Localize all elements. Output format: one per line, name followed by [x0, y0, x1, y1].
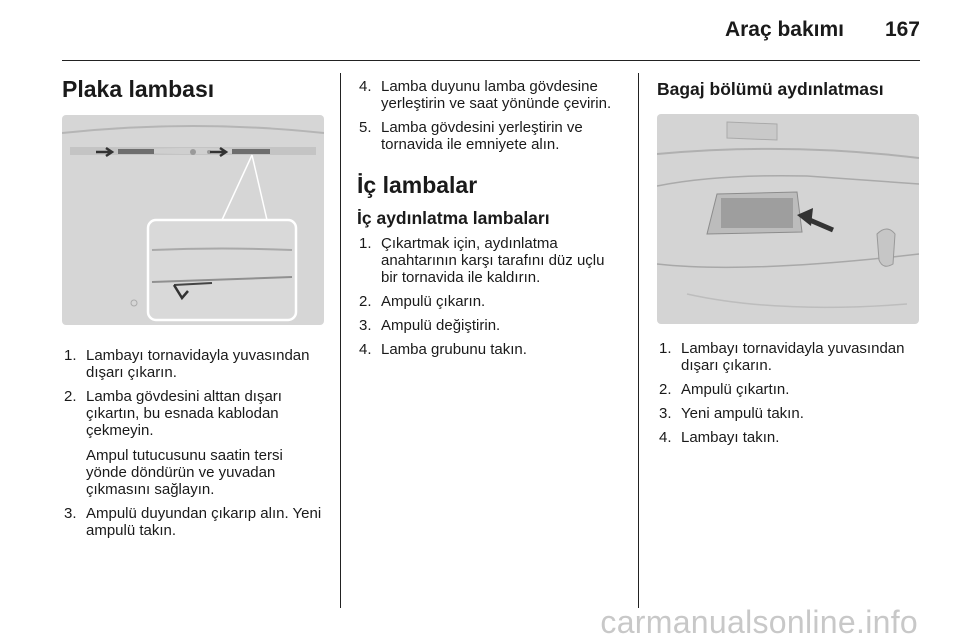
lamp-right — [232, 149, 270, 154]
list-item: 3. Ampulü duyundan çıkarıp alın. Yeni ampulü takın. — [64, 505, 322, 539]
middle-steps-list — [357, 78, 622, 153]
left-column — [62, 73, 324, 546]
page-number: 167 — [884, 18, 920, 41]
middle-column — [357, 78, 622, 365]
lamp-left — [118, 149, 154, 154]
list-item: 4. Lamba duyunu lamba gövdesine yerleştirin ve saat yönünde çevirin. — [359, 78, 612, 112]
left-steps-list — [62, 347, 324, 539]
list-item: 5. Lamba gövdesini yerleştirin ve tornavida ile emniyete alın. — [359, 119, 583, 153]
column-divider-1 — [340, 73, 341, 608]
header-divider — [62, 60, 920, 61]
list-item: 3. Yeni ampulü takın. — [659, 405, 804, 422]
list-item: 1. Lambayı tornavidayla yuvasından dışarı çıkarın. — [659, 340, 905, 374]
trunk-steps-list — [657, 340, 921, 446]
watermark: carmanualsonline.info — [600, 604, 918, 640]
subheading-interior-lighting: İç aydınlatma lambaları — [357, 208, 550, 228]
list-item: 4. Lambayı takın. — [659, 429, 780, 446]
column-divider-2 — [638, 73, 639, 608]
list-item: 1. Çıkartmak için, aydınlatma anahtarının karşı tarafını düz uçlu bir tornavida ile kaldırın. — [359, 235, 605, 286]
section-heading-license-plate-lamp: Plaka lambası — [62, 76, 215, 102]
detail-inset — [148, 220, 296, 320]
section-heading-interior-lamps: İç lambalar — [357, 172, 478, 198]
list-item: 1. Lambayı tornavidayla yuvasından dışarı çıkarın. — [64, 347, 310, 381]
section-heading-trunk-lighting: Bagaj bölümü aydınlatması — [657, 79, 884, 99]
list-item: 2. Ampulü çıkartın. — [659, 381, 790, 398]
right-column — [657, 78, 921, 453]
list-item: 3. Ampulü değiştirin. — [359, 317, 501, 334]
list-item: 2. Ampulü çıkarın. — [359, 293, 486, 310]
hook — [877, 229, 895, 266]
list-item: 2. Lamba gövdesini alttan dışarı çıkartın, bu esnada kablodan çekmeyin. Ampul tutucusunu saatin tersi yönde döndürün ve yuvadan çıkmasını sağlayın. — [64, 388, 283, 498]
page-header-title: Araç bakımı — [724, 18, 844, 41]
trunk-lamp-figure — [657, 114, 919, 324]
interior-steps-list — [357, 235, 622, 358]
list-item: 4. Lamba grubunu takın. — [359, 341, 527, 358]
license-plate-lamp-figure — [62, 115, 324, 325]
